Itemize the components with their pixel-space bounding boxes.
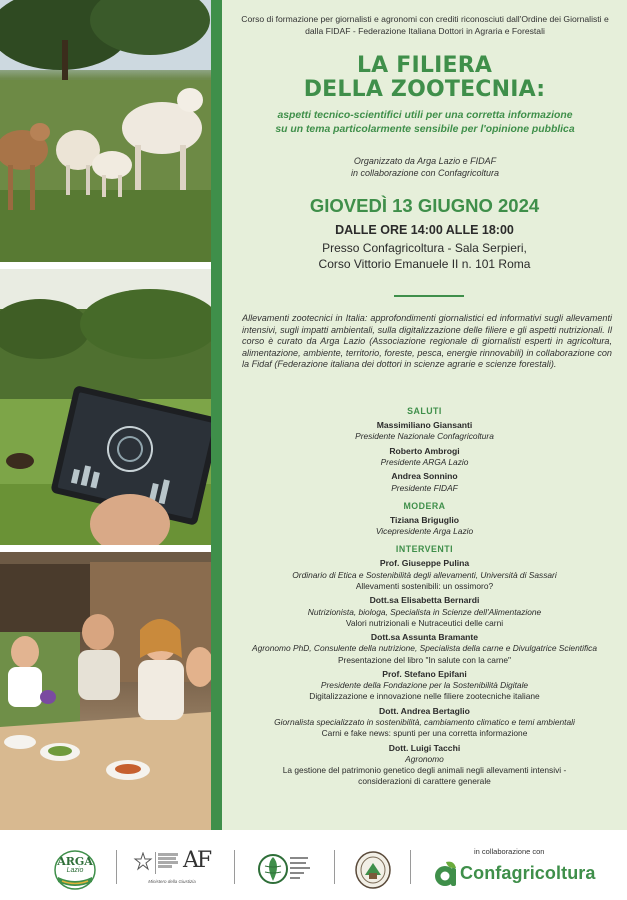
seal-logo — [355, 851, 391, 889]
fidaf-fine-print — [290, 854, 312, 882]
program — [222, 405, 627, 788]
talk-title: Carni e fake news: spunti per una corretta informazione — [321, 728, 528, 739]
arga-lazio-logo — [54, 850, 96, 890]
arga-logo-text: ARGA — [57, 855, 93, 868]
photo-column — [0, 0, 211, 830]
speaker-name: Dott.sa Assunta Bramante — [370, 632, 479, 643]
logo-separator — [410, 850, 411, 884]
moderator-role: Vicepresidente Arga Lazio — [375, 526, 474, 537]
logo-separator — [234, 850, 235, 884]
section-divider — [394, 295, 464, 297]
cows-photo — [0, 0, 211, 262]
talk-block — [222, 669, 627, 703]
talk-title: Digitalizzazione e innovazione nelle filiere zootecniche italiane — [309, 691, 540, 702]
course-intro: Corso di formazione per giornalisti e agronomi con crediti riconosciuti dall'Ordine dei Giornalisti e dalla FIDAF - Federazione Italiana Dottori in Agraria e Forestali — [241, 14, 609, 36]
organizer-line-2: in collaborazione con Confagricoltura — [350, 168, 500, 178]
subtitle-line-2: su un tema particolarmente sensibile per l'opinione pubblica — [275, 123, 575, 135]
speaker-role: Giornalista specializzato in sostenibilità, cambiamento climatico e temi ambientali — [274, 717, 575, 728]
tablet-pasture-photo — [0, 269, 211, 545]
talk-block — [222, 558, 627, 592]
saluti-heading: SALUTI — [407, 406, 442, 416]
content-panel — [222, 0, 627, 830]
page-title — [222, 54, 627, 102]
ministero-fine-print — [155, 852, 179, 874]
speaker-block — [222, 420, 627, 443]
footer-logos — [0, 830, 627, 900]
title-line-1: LA FILIERA — [356, 53, 493, 78]
talk-block — [222, 632, 627, 666]
talk-title: Valori nutrizionali e Nutraceutici delle carni — [345, 617, 504, 628]
speaker-role: Presidente Nazionale Confagricoltura — [355, 431, 494, 442]
af-logo-mark: AF — [183, 848, 211, 873]
speaker-name: Prof. Stefano Epifani — [382, 668, 467, 679]
organizer-line-1: Organizzato da Arga Lazio e FIDAF — [353, 156, 497, 166]
speaker-block — [222, 471, 627, 494]
dining-photo — [0, 552, 211, 830]
speaker-role: Presidente della Fondazione per la Sostenibilità Digitale — [320, 680, 529, 691]
venue-line-1: Presso Confagricoltura - Sala Serpieri, — [322, 241, 527, 255]
talk-title: Presentazione del libro "In salute con la carne" — [337, 654, 512, 665]
moderator-name: Tiziana Briguglio — [389, 514, 460, 525]
ministero-af-logo — [133, 850, 211, 890]
event-date: GIOVEDÌ 13 GIUGNO 2024 — [309, 195, 540, 216]
arga-logo-subtext: Lazio — [66, 867, 84, 874]
title-line-2: DELLA ZOOTECNIA: — [303, 77, 546, 102]
course-description: Allevamenti zootecnici in Italia: approfondimenti giornalistici ed informativi sugli allevamenti intensivi, sugli impatti ambientali, sulla digitalizzazione delle filiere e gli aspetti nutrizionali. Il corso è curato da Arga Lazio (Associazione regionale di giornalisti esperti in agricoltura, alimentazione, ambiente, territorio, foreste, pesca, energie rinnovabili) in collaborazione con la Fidaf (Federazione italiana dei dottori in scienze agrarie e scienze forestali). — [242, 313, 612, 370]
confagricoltura-leaf-icon — [434, 860, 458, 888]
speaker-name: Dott. Andrea Bertaglio — [379, 705, 470, 716]
speaker-name: Massimiliano Giansanti — [376, 420, 473, 430]
event-venue — [222, 240, 627, 272]
speaker-name: Andrea Sonnino — [391, 471, 458, 482]
venue-line-2: Corso Vittorio Emanuele II n. 101 Roma — [318, 257, 531, 271]
confagricoltura-wordmark: Confagricoltura — [460, 863, 596, 883]
confagricoltura-logo — [434, 860, 604, 890]
modera-heading: MODERA — [403, 500, 446, 511]
ministero-caption: Ministero della Giustizia — [148, 879, 196, 884]
speaker-role: Agronomo PhD, Consulente della nutrizione, Specialista della carne e Divulgatrice Scientifica — [252, 643, 597, 654]
talk-block — [222, 743, 627, 788]
speaker-name: Roberto Ambrogi — [389, 445, 460, 456]
green-accent-stripe — [211, 0, 222, 830]
talk-block — [222, 595, 627, 629]
speaker-role: Agronomo — [405, 753, 444, 764]
logo-separator — [116, 850, 117, 884]
speaker-name: Prof. Giuseppe Pulina — [379, 558, 470, 569]
speaker-role: Presidente FIDAF — [391, 482, 458, 493]
speaker-role: Ordinario di Etica e Sostenibilità degli allevamenti, Università di Sassari — [292, 569, 557, 580]
logo-separator — [334, 850, 335, 884]
talk-title: Allevamenti sostenibili: un ossimoro? — [355, 581, 494, 592]
moderator-block — [222, 515, 627, 538]
fidaf-logo — [258, 850, 314, 890]
speaker-role: Presidente ARGA Lazio — [380, 457, 469, 468]
subtitle-line-1: aspetti tecnico-scientifici utili per una corretta informazione — [277, 110, 573, 121]
speaker-block — [222, 446, 627, 469]
speaker-role: Nutrizionista, biologa, Specialista in Scienze dell'Alimentazione — [307, 606, 542, 617]
event-time: DALLE ORE 14:00 ALLE 18:00 — [335, 223, 514, 237]
interventi-heading: INTERVENTI — [395, 544, 454, 555]
speaker-name: Dott.sa Elisabetta Bernardi — [369, 595, 480, 606]
talk-title-line-1: La gestione del patrimonio genetico degli animali negli allevamenti intensivi - — [282, 765, 567, 776]
organizers — [242, 155, 608, 179]
subtitle — [242, 109, 608, 136]
talk-title-line-2: considerazioni di carattere generale — [358, 776, 491, 787]
collaboration-label: in collaborazione con — [474, 847, 545, 856]
talk-block — [222, 706, 627, 740]
speaker-name: Dott. Luigi Tacchi — [388, 742, 461, 753]
